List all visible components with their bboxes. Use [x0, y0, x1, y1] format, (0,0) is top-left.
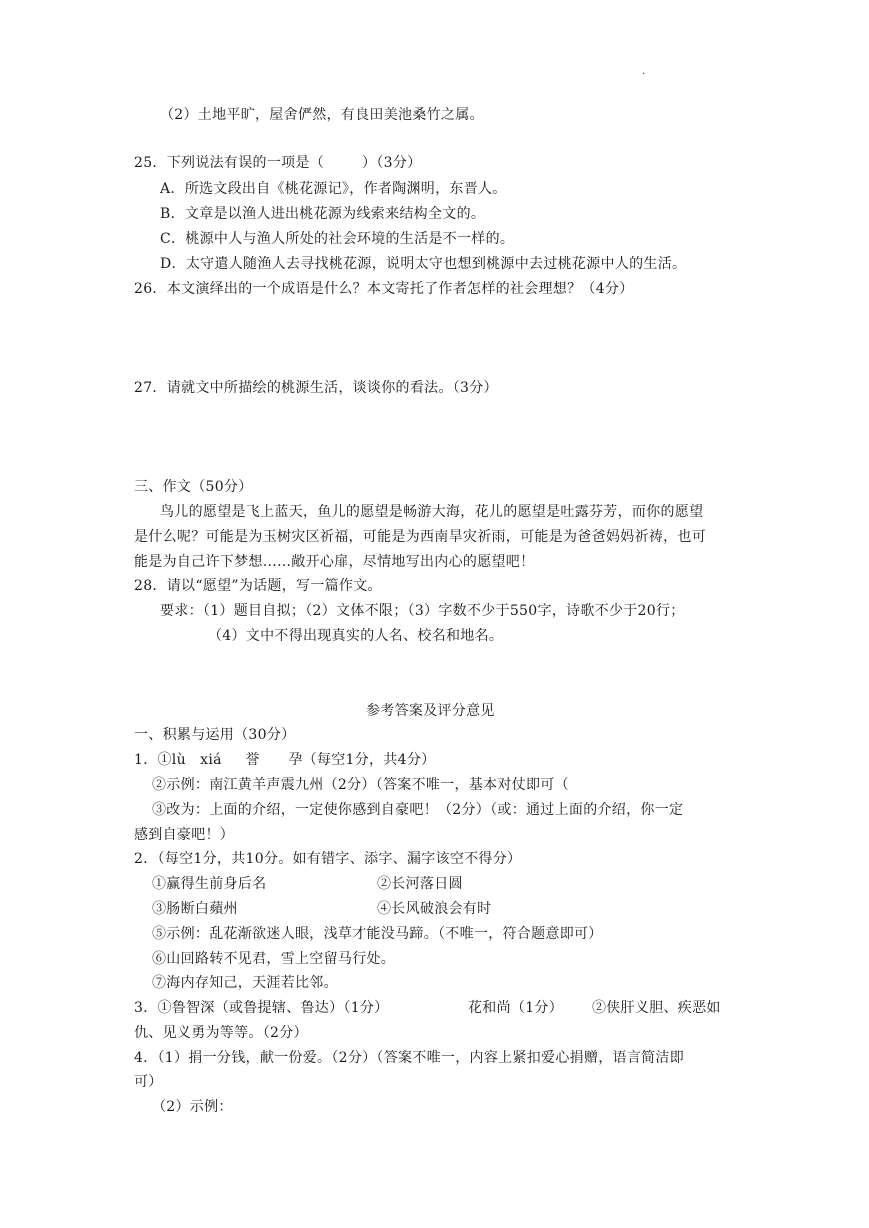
text-line: 鸟儿的愿望是飞上蓝天，鱼儿的愿望是畅游大海，花儿的愿望是吐露芬芳，而你的愿望	[160, 504, 704, 520]
question-heading: 27．请就文中所描绘的桃源生活，谈谈你的看法。（3分）	[134, 380, 498, 396]
answer-line: ⑤示例：乱花渐欲迷人眼，浅草才能没马蹄。（不唯一，符合题意即可）	[152, 926, 603, 942]
answer-line: ②侠肝义胆、疾恶如	[592, 1000, 721, 1016]
question-heading: 26．本文演绎出的一个成语是什么？本文寄托了作者怎样的社会理想？（4分）	[134, 281, 634, 297]
answer-line: 3．①鲁智深（或鲁提辖、鲁达）（1分）	[134, 1000, 389, 1016]
section-heading: 三、作文（50分）	[134, 479, 253, 495]
answer-line: （2）示例：	[152, 1099, 233, 1115]
answer-line: ④长风破浪会有时	[377, 901, 492, 917]
answer-line: ③肠断白蘋州	[152, 901, 238, 917]
text-line: 是什么呢？可能是为玉树灾区祈福，可能是为西南旱灾祈雨，可能是为爸爸妈妈祈祷，也可	[134, 529, 706, 545]
option-b: B．文章是以渔人进出桃花源为线索来结构全文的。	[160, 206, 486, 222]
text-line: 要求：（1）题目自拟；（2）文体不限；（3）字数不少于550字，诗歌不少于20行；	[160, 603, 685, 619]
answer-line: ③改为：上面的介绍，一定使你感到自豪吧！（2分）（或：通过上面的介绍，你一定	[152, 802, 684, 818]
answer-line: 仇、见义勇为等等。（2分）	[134, 1025, 308, 1041]
question-heading: 28．请以“愿望”为话题，写一篇作文。	[134, 578, 382, 594]
answer-line: 感到自豪吧！）	[134, 827, 235, 843]
answer-line: 花和尚（1分）	[468, 1000, 564, 1016]
section-heading: 一、积累与运用（30分）	[134, 727, 296, 743]
answer-line: 可）	[134, 1074, 163, 1090]
option-d: D．太守遣人随渔人去寻找桃花源，说明太守也想到桃源中去过桃花源中人的生活。	[160, 256, 687, 272]
answer-line: ⑥山回路转不见君，雪上空留马行处。	[152, 951, 396, 967]
text-line: 能是为自己许下梦想……敞开心扉，尽情地写出内心的愿望吧！	[134, 554, 535, 570]
answer-line: 2．（每空1分，共10分。如有错字、添字、漏字该空不得分）	[134, 851, 522, 867]
answer-title: 参考答案及评分意见	[366, 703, 495, 719]
corner-mark: .	[642, 66, 646, 77]
answer-line: 1．①lù xiá 誉 孕（每空1分，共4分）	[134, 752, 436, 768]
answer-line: ②示例：南江黄羊声震九州（2分）（答案不唯一，基本对仗即可（	[152, 777, 569, 793]
answer-line: ⑦海内存知己，天涯若比邻。	[152, 975, 338, 991]
text-line: （2）土地平旷，屋舍俨然，有良田美池桑竹之属。	[160, 107, 484, 123]
text-line: （4）文中不得出现真实的人名、校名和地名。	[208, 628, 504, 644]
option-c: C．桃源中人与渔人所处的社会环境的生活是不一样的。	[160, 231, 515, 247]
question-heading: 25．下列说法有误的一项是（ ）（3分）	[134, 155, 422, 171]
option-a: A．所选文段出自《桃花源记》，作者陶渊明，东晋人。	[160, 181, 507, 197]
answer-line: ②长河落日圆	[377, 876, 463, 892]
answer-line: ①赢得生前身后名	[152, 876, 267, 892]
answer-line: 4．（1）捐一分钱，献一份爱。（2分）（答案不唯一，内容上紧扣爱心捐赠，语言简洁即	[134, 1050, 685, 1066]
